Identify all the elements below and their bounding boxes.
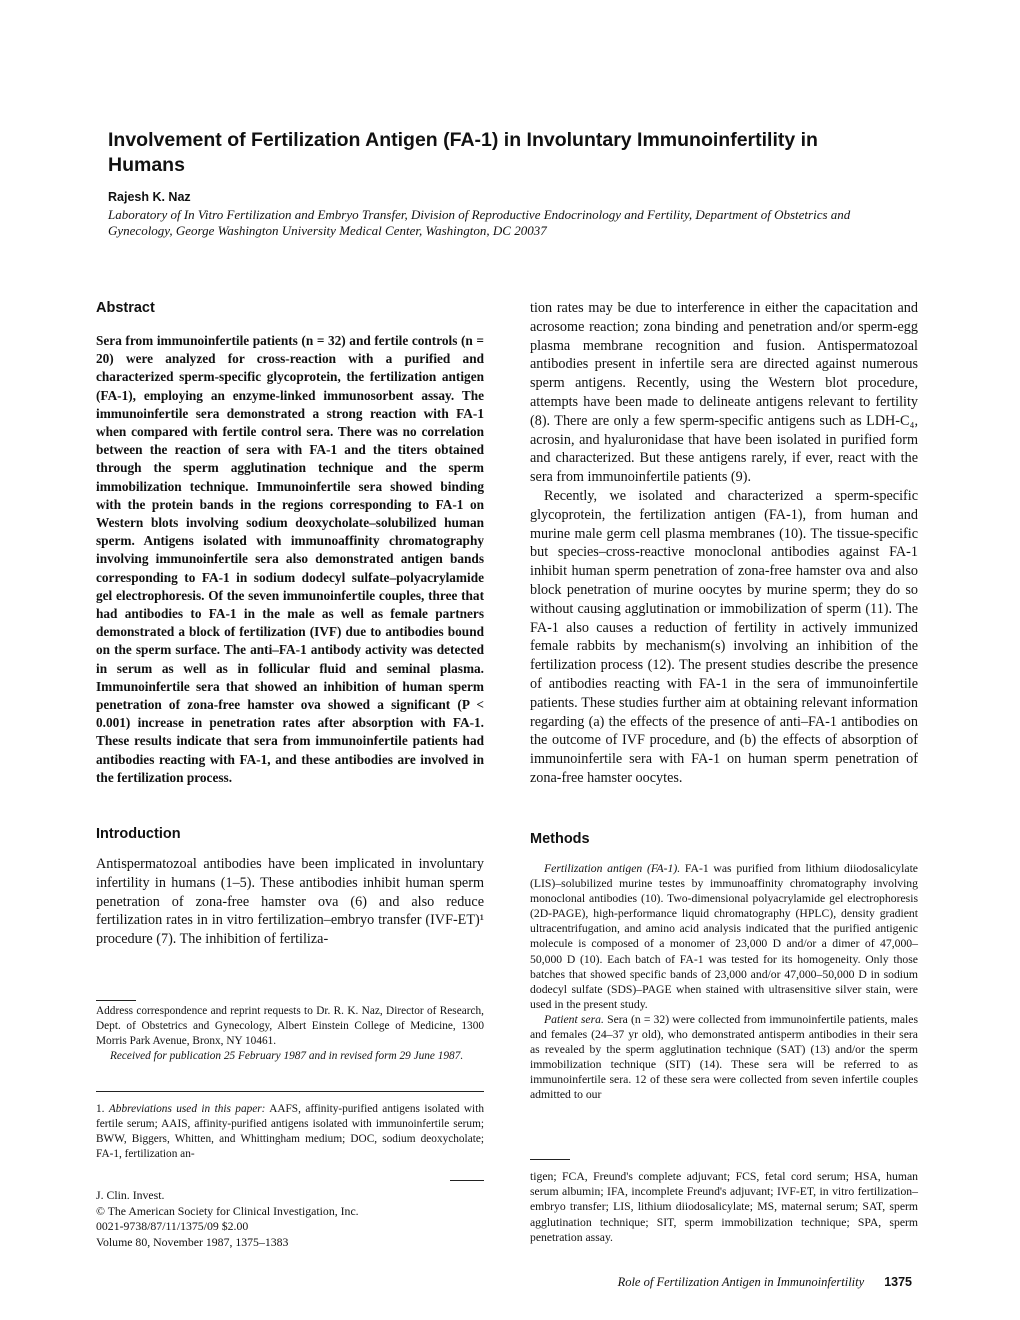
author-name: Rajesh K. Naz — [108, 190, 191, 204]
methods-heading: Methods — [530, 831, 590, 847]
running-title: Role of Fertilization Antigen in Immunoinfertility — [617, 1275, 865, 1289]
fa1-text: FA-1 was purified from lithium diiodosalicylate (LIS)–solubilized murine testes by immunoaffinity chromatography involving monoclonal antibodies (10). Two-dimensional polyacrylamide gel electrophoresis (2D-PAGE), high-performance liquid chromatography (HPLC), density gradient ultracentrifugation, and amino acid analysis indicated that the purified antigenic molecule is composed of a monomer of 23,000 D and/or a dimer of 47,000–50,000 D (10). Each batch of FA-1 was tested for its homogeneity. Only those batches that showed specific bands of 23,000 and/or 47,000–50,000 D in sodium dodecyl sulfate (SDS)–PAGE when stained with ultrasensitive silver stain, were used in the present study. — [530, 862, 918, 1011]
author-affiliation: Laboratory of In Vitro Fertilization and Embryo Transfer, Division of Reproductive Endocrinology and Fertility, Department of Obstetrics and Gynecology, George Washington University Medical Center, Washington, DC 20037 — [108, 207, 851, 238]
footnote-divider — [96, 1000, 136, 1001]
abstract-heading: Abstract — [96, 300, 155, 316]
page-number: 1375 — [884, 1275, 912, 1289]
introduction-heading: Introduction — [96, 826, 181, 842]
abbrev-text: AAFS, affinity-purified antigens isolated with fertile serum; AAIS, affinity-purified antigens isolated with immunoinfertile serum; BWW, Biggers, Whitten, and Whittingham medium; DOC, sodium deoxycholate; FA-1, fertilization an- — [96, 1103, 484, 1160]
journal-volume: Volume 80, November 1987, 1375–1383 — [96, 1234, 289, 1249]
methods-section — [530, 831, 918, 1103]
introduction-section — [96, 826, 484, 949]
right-footnote-divider — [530, 1159, 570, 1160]
page-footer — [618, 1275, 912, 1290]
correspondence-note: Address correspondence and reprint requests to Dr. R. K. Naz, Director of Research, Dept. of Obstetrics and Gynecology, Albert Einstein College of Medicine, 1300 Morris Park Avenue, Bronx, NY 10461. — [96, 1005, 484, 1047]
fa1-subheading: Fertilization antigen (FA-1). — [544, 862, 681, 875]
left-footnotes — [96, 1004, 484, 1064]
abbreviations-note — [96, 1102, 484, 1162]
journal-info — [96, 1188, 484, 1250]
right-column-intro — [530, 299, 918, 788]
journal-name: J. Clin. Invest. — [96, 1188, 165, 1202]
abstract-text: Sera from immunoinfertile patients (n = 32) and fertile controls (n = 20) were analyzed for cross-reaction with a purified and characterized sperm-specific glycoprotein, the fertilization antigen (FA-1), employing an enzyme-linked immunosorbent assay. The immunoinfertile sera demonstrated a strong reaction with FA-1 when compared with fertile control sera. There was no correlation between the reaction of sera with FA-1 and the titers obtained through the sperm agglutination technique and the sperm immobilization technique. Immunoinfertile sera showed binding with the protein bands in the regions corresponding to FA-1 on Western blots involving sodium deoxycholate–solubilized human sperm. Antigens isolated with immunoaffinity chromatography involving immunoinfertile sera also demonstrated antigen bands corresponding to FA-1 in sodium dodecyl sulfate–polyacrylamide gel electrophoresis. Of the seven immunoinfertile couples, three that had antibodies to FA-1 in the male as well as female partners demonstrated a block of fertilization (IVF) due to antibodies bound on the sperm surface. The anti–FA-1 antibody activity was detected in serum as well as in follicular fluid and seminal plasma. Immunoinfertile sera that showed an inhibition of human sperm penetration of zona-free hamster ova showed a significant (P < 0.001) increase in penetration rates after absorption with FA-1. These results indicate that sera from immunoinfertile patients had antibodies reacting with FA-1, and these antibodies are involved in the fertilization process. — [96, 333, 484, 785]
footnote-separator — [96, 1091, 484, 1092]
journal-copyright: © The American Society for Clinical Investigation, Inc. — [96, 1203, 359, 1218]
received-note: Received for publication 25 February 1987 and in revised form 29 June 1987. — [110, 1049, 464, 1062]
abbrev-continuation: tigen; FCA, Freund's complete adjuvant; FCS, fetal cord serum; HSA, human serum albumin; IFA, incomplete Freund's adjuvant; IVF-ET, in vitro fertilization–embryo transfer; LIS, lithium diiodosalicylate; MS, maternal serum; SAT, sperm agglutination technique; SIT, sperm immobilization technique; SPA, sperm penetration assay. — [530, 1170, 918, 1244]
abbrev-number: 1. — [96, 1103, 109, 1115]
intro-paragraph-2: Recently, we isolated and characterized a sperm-specific glycoprotein, the fertilization antigen (FA-1), from human and murine male germ cell plasma membranes (10). The tissue-specific but species–cross-reactive monoclonal antibodies against FA-1 inhibit human sperm penetration of zona-free hamster ova and also block penetration of murine oocytes by murine sperm; they do so without causing agglutination or immobilization of sperm (11). The FA-1 also causes a reduction of fertility in actively immunized female rabbits by mechanism(s) involving an inhibition of the fertilization process (12). The present studies describe the presence of antibodies reacting with FA-1 in the sera of immunoinfertile patients. These studies further aim at obtaining relevant information regarding (a) the effects of the presence of anti–FA-1 antibodies on the outcome of IVF procedure, and (b) the effects of absorption of immunoinfertile sera with FA-1 on human sperm penetration of zona-free hamster oocytes. — [530, 487, 918, 786]
intro-continuation-paragraph: tion rates may be due to interference in either the capacitation and acrosome reaction; zona binding and penetration and/or sperm-egg plasma membrane recognition and fusion. Antispermatozoal antibodies present in infertile sera are directed against numerous sperm antigens. Recently, using the Western blot procedure, attempts have been made to delineate antigens relevant to fertility (8). There are only a few sperm-specific antigens such as LDH-C₄, acrosin, and hyaluronidase that have been isolated in purified form and characterized. But these antigens rarely, if ever, react with the sera from immunoinfertile patients (9). — [530, 300, 918, 486]
article-title: Involvement of Fertilization Antigen (FA-1) in Involuntary Immunoinfertility in Humans — [108, 129, 818, 176]
abstract-section — [96, 300, 484, 787]
right-footnote — [530, 1169, 918, 1245]
abbrev-label: Abbreviations used in this paper: — [108, 1103, 266, 1115]
introduction-text: Antispermatozoal antibodies have been implicated in involuntary infertility in humans (1–5). These antibodies inhibit human sperm penetration of zona-free hamster ova (6) and also reduce fertilization rates in in vitro fertilization–embryo transfer (IVF-ET)¹ procedure (7). The inhibition of fertiliza- — [96, 856, 484, 948]
journal-code: 0021-9738/87/11/1375/09 $2.00 — [96, 1219, 249, 1233]
patient-sera-subheading: Patient sera. — [544, 1012, 604, 1026]
footnote-continuation-rule — [450, 1180, 484, 1181]
patient-sera-text: Sera (n = 32) were collected from immunoinfertile patients, males and females (24–37 yr old), who demonstrated antisperm antibodies in their sera as revealed by the sperm agglutination technique (SAT) (13) and/or the sperm immobilization technique (SIT) (14). These sera will be referred to as immunoinfertile sera. 12 of these sera were collected from seven infertile couples admitted to our — [530, 1012, 918, 1102]
